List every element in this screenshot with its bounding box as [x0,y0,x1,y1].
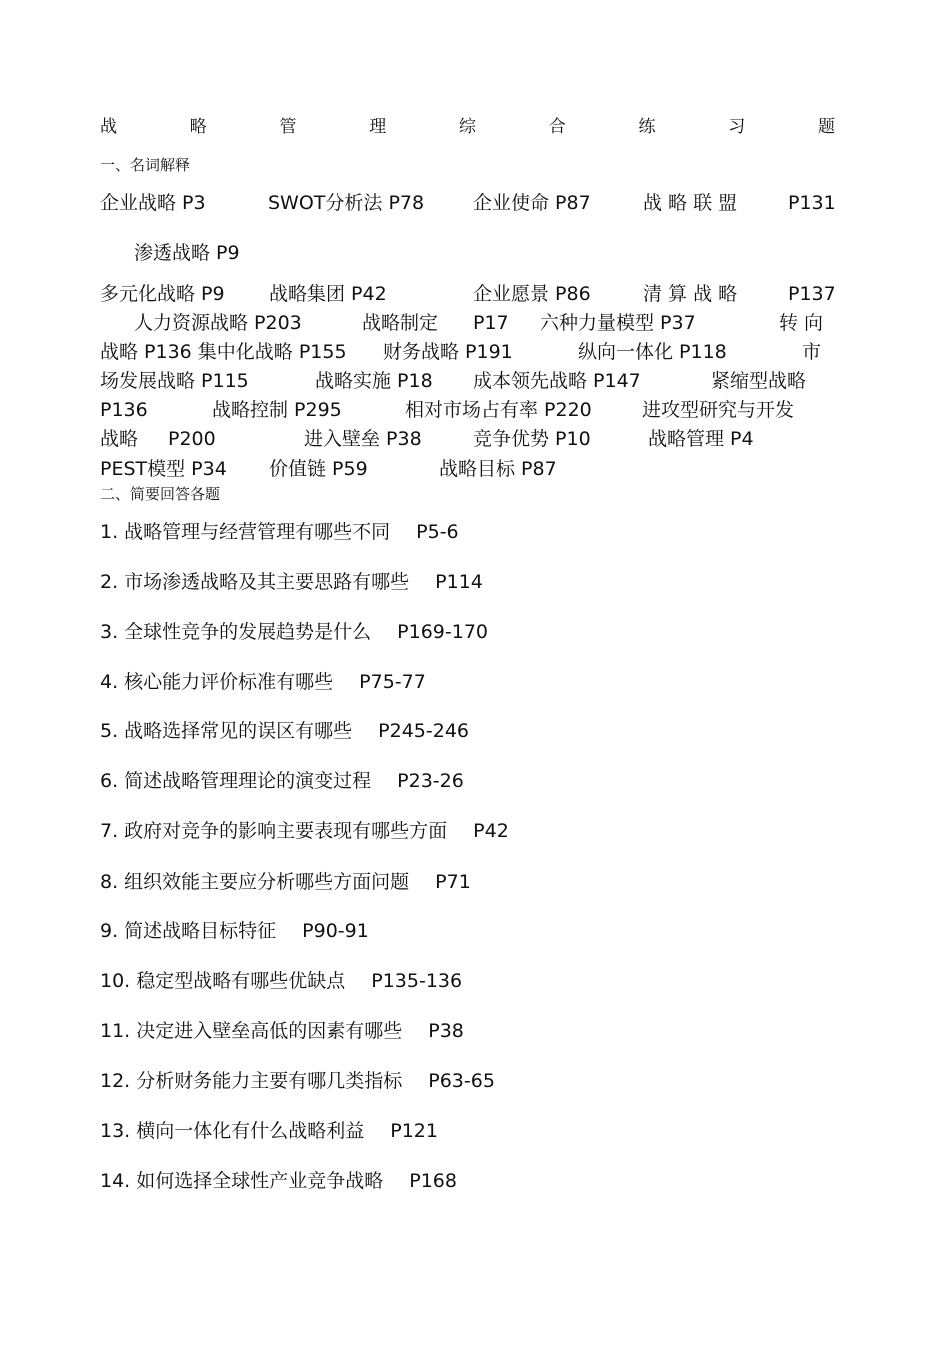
terms-row [100,456,840,482]
term-item: 企业使命 P87 [473,192,591,214]
title-char: 战 [100,117,117,137]
question-text: 横向一体化有什么战略利益 [136,1120,365,1142]
question-page-ref: P168 [409,1170,457,1192]
question-page-ref: P5-6 [416,521,459,543]
title-char: 理 [369,117,387,137]
question-page-ref: P38 [428,1020,464,1042]
term-item: PEST模型 P34 [100,458,227,480]
term-item: 多元化战略 P9 [100,283,225,305]
question-text: 政府对竞争的影响主要表现有哪些方面 [124,820,448,842]
title-char: 习 [728,117,746,137]
question-number: 9. [100,920,119,942]
question-item [100,1018,464,1044]
question-number: 3. [100,621,119,643]
question-item [100,1068,495,1094]
title-char: 合 [548,117,566,137]
question-page-ref: P71 [435,871,471,893]
question-item [100,818,509,844]
question-text: 简述战略管理理论的演变过程 [124,770,372,792]
question-text: 稳定型战略有哪些优缺点 [136,970,346,992]
term-item: 战略制定 [362,312,439,334]
term-item: 企业战略 P3 [100,192,206,214]
term-item: 战略实施 P18 [315,370,433,392]
section-heading-questions: 二、简要回答各题 [100,485,221,503]
question-page-ref: P121 [390,1120,438,1142]
question-number: 11. [100,1020,131,1042]
terms-row [100,368,840,394]
question-item [100,918,369,944]
question-page-ref: P23-26 [397,770,464,792]
term-item: P17 [473,312,509,334]
term-item: 价值链 P59 [269,458,368,480]
terms-row [100,397,840,423]
question-text: 全球性竞争的发展趋势是什么 [124,621,372,643]
question-item [100,669,426,695]
question-text: 简述战略目标特征 [124,920,277,942]
question-number: 12. [100,1070,131,1092]
terms-row [100,190,840,216]
term-item: 战略集团 P42 [269,283,387,305]
term-item: 人力资源战略 P203 [134,312,302,334]
term-item: 战略 [100,428,139,450]
question-page-ref: P245-246 [378,720,469,742]
title-char: 综 [459,117,476,137]
term-item: 清 算 战 略 [643,283,738,305]
term-item: P200 [168,428,216,450]
question-page-ref: P135-136 [371,970,463,992]
term-item: 纵向一体化 P118 [578,341,727,363]
question-number: 4. [100,671,119,693]
term-item: SWOT分析法 P78 [268,192,425,214]
term-item: 场发展战略 P115 [100,370,249,392]
question-item [100,1168,457,1194]
question-item [100,968,462,994]
term-item: 市 [802,341,822,363]
terms-row [100,339,840,365]
term-item: 进攻型研究与开发 [642,399,795,421]
term-item: P131 [788,192,836,214]
question-item [100,869,471,895]
question-page-ref: P90-91 [302,920,369,942]
title-char: 题 [818,117,835,137]
term-item: 相对市场占有率 P220 [405,399,592,421]
question-number: 7. [100,820,119,842]
question-number: 10. [100,970,131,992]
question-text: 核心能力评价标准有哪些 [124,671,334,693]
question-number: 5. [100,720,119,742]
question-page-ref: P114 [435,571,483,593]
page-title [100,116,835,138]
question-item [100,619,488,645]
term-item: P137 [788,283,836,305]
title-char: 练 [638,117,656,137]
term-item: 战略管理 P4 [648,428,754,450]
question-text: 组织效能主要应分析哪些方面问题 [124,871,410,893]
question-item [100,718,469,744]
question-page-ref: P75-77 [359,671,426,693]
question-item [100,519,459,545]
question-number: 14. [100,1170,131,1192]
question-page-ref: P63-65 [428,1070,495,1092]
question-text: 如何选择全球性产业竞争战略 [136,1170,384,1192]
term-item: 战略控制 P295 [212,399,342,421]
term-item: 战 略 联 盟 [643,192,738,214]
title-char: 管 [279,117,297,137]
term-item: 六种力量模型 P37 [540,312,696,334]
question-number: 13. [100,1120,131,1142]
term-item: 战略目标 P87 [439,458,557,480]
question-page-ref: P169-170 [397,621,488,643]
term-item: 进入壁垒 P38 [304,428,422,450]
question-page-ref: P42 [473,820,509,842]
question-item [100,569,483,595]
term-item: 成本领先战略 P147 [473,370,641,392]
term-item: 竞争优势 P10 [473,428,591,450]
terms-row [100,281,840,307]
term-item: 财务战略 P191 [383,341,513,363]
term-item: 企业愿景 P86 [473,283,591,305]
question-text: 战略管理与经营管理有哪些不同 [124,521,391,543]
terms-row [100,240,840,266]
terms-row [100,310,840,336]
title-char: 略 [189,117,207,137]
question-text: 战略选择常见的误区有哪些 [124,720,353,742]
question-number: 6. [100,770,119,792]
question-text: 分析财务能力主要有哪几类指标 [136,1070,403,1092]
term-item: 紧缩型战略 [711,370,807,392]
term-item: 转 向 [779,312,824,334]
question-text: 决定进入壁垒高低的因素有哪些 [136,1020,403,1042]
term-item: 渗透战略 P9 [134,242,240,264]
term-item: P136 [100,399,148,421]
question-number: 8. [100,871,119,893]
question-item [100,768,464,794]
question-text: 市场渗透战略及其主要思路有哪些 [124,571,410,593]
question-item [100,1118,438,1144]
question-number: 1. [100,521,119,543]
terms-row [100,426,840,452]
term-item: 战略 P136 集中化战略 P155 [100,341,347,363]
section-heading-terms: 一、名词解释 [100,156,191,174]
question-number: 2. [100,571,119,593]
